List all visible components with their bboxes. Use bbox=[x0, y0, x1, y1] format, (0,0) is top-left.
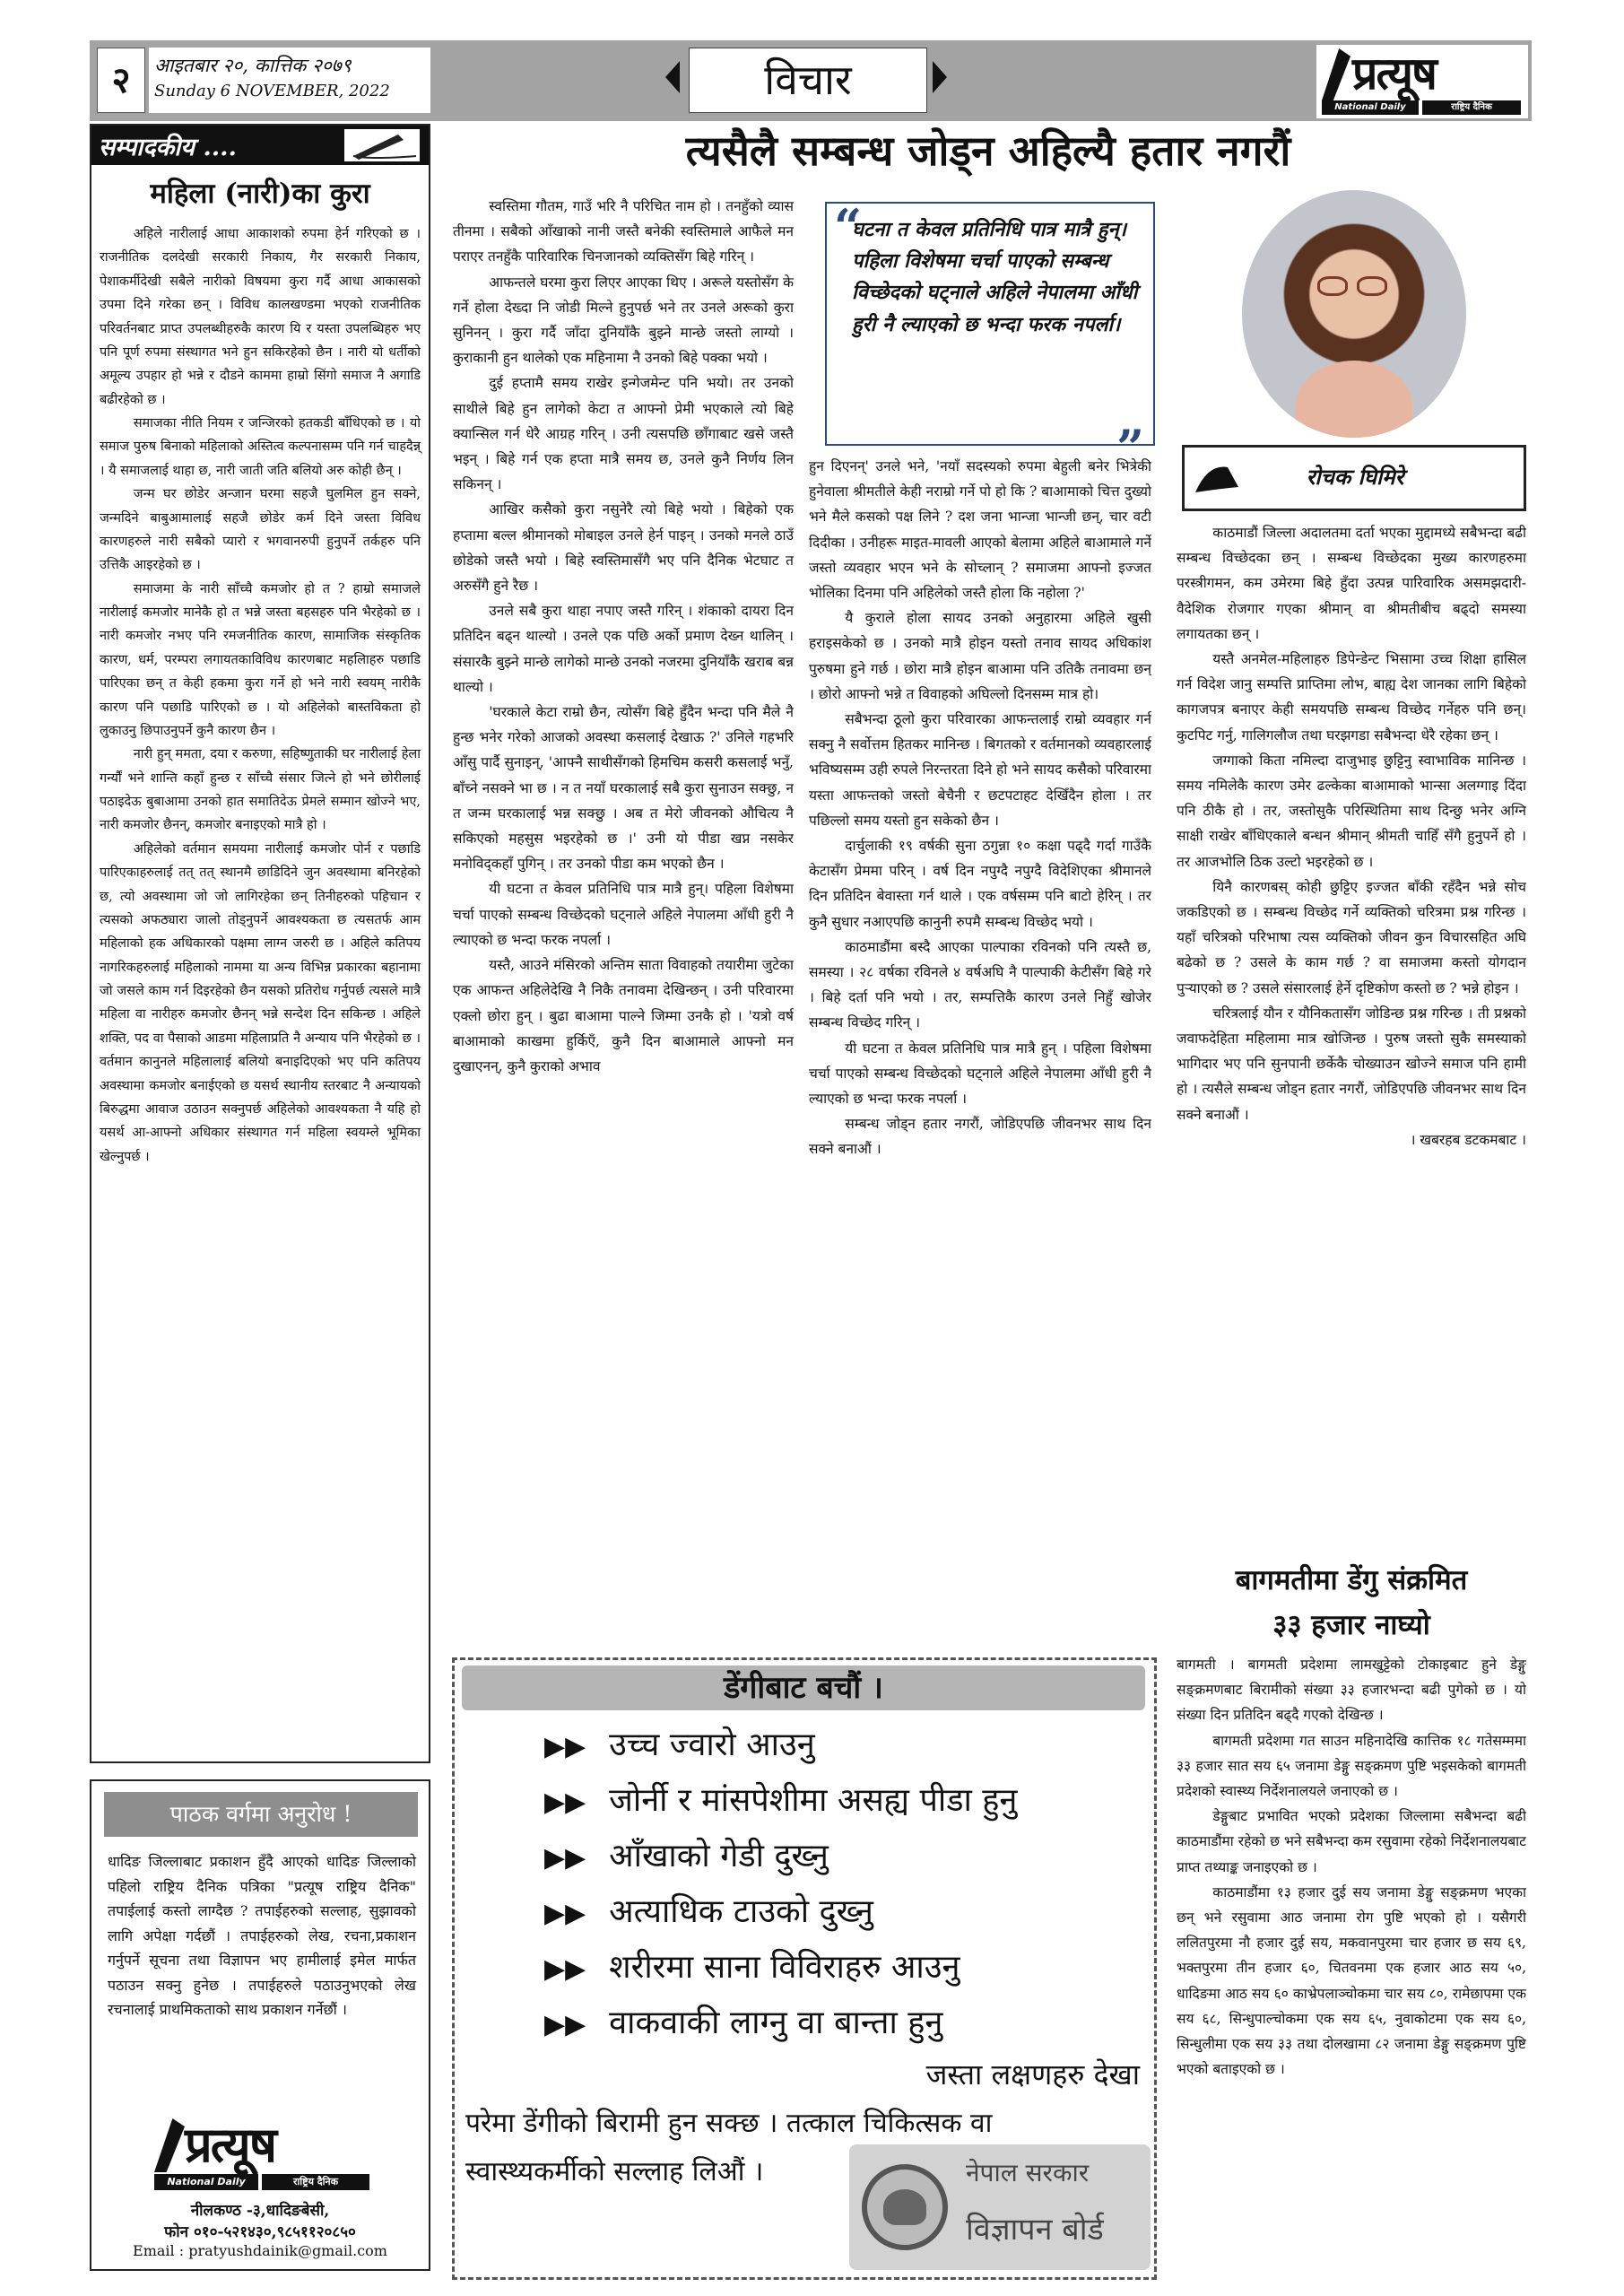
article-paragraph: काठमाडौं जिल्ला अदालतमा दर्ता भएका मुद्दामध्ये सबैभन्दा बढी सम्बन्ध विच्छेदका छन् । सम्बन्ध विच्छेदका मुख्य कारणहरुमा परस्त्रीगमन, कम उमेरमा बिहे हुँदा उत्पन्न पारिवारिक असमझदारी-वैदेशिक रोजगार गएका श्रीमान् वा श्रीमतीबीच बढ्दो समस्या लगायतका छन् । bbox=[1177, 525, 1526, 642]
article-paragraph: दार्चुलाकी १९ वर्षकी सुना ठगुन्ना १० कक्षा पढ्दै गर्दा गाउँकै केटासँग प्रेममा परिन् । वर्ष दिन नपुग्दै नपुग्दै विदेशिएका श्रीमानले दिन प्रतिदिन बेवास्ता गर्न थाले । एक वर्षसम्म पनि बाटो हेरिन् । तर कुनै सुधार नआएपछि कानुनी रुपमै सम्बन्ध विच्छेद भयो । bbox=[809, 838, 1151, 930]
notice-address: नीलकण्ठ -३,धादिङबेसी, bbox=[190, 2202, 330, 2220]
pull-quote-box bbox=[825, 198, 1155, 476]
editorial-paragraph: नारी हुन् ममता, दया र करुणा, सहिष्णुताकी घर नारीलाई हेला गर्न्यौं भने शान्ति कहाँ हुन्छ र साँच्चै संसार जित्ने हो भने छोरीलाई पठाइदेऊ बुबाआमा उनको हात समातिदेऊ प्रेमले सम्मान खोज्ने भए, नारी कमजोर छैनन्, कमजोर बनाइएको मात्रै हो । bbox=[100, 747, 421, 833]
notice-logo-text: प्रत्यूष bbox=[185, 2117, 275, 2173]
editorial-title: महिला (नारी)का कुरा bbox=[150, 178, 370, 210]
symptom-text: उच्च ज्वारो आउनु bbox=[609, 1726, 815, 1763]
dengue-ad-line2: परेमा डेंगीको बिरामी हुन सक्छ । तत्काल चिकित्सक वा bbox=[465, 2108, 993, 2139]
news-paragraph: काठमाडौंमा १३ हजार दुई सय जनामा डेङ्गु सङ्क्रमण भएका छन् भने रसुवामा आठ जनामा रोग पुष्टि भएको हो । यसैगरी ललितपुरमा नौ हजार दुई सय, मकवानपुरमा चार हजार छ सय ६९, भक्तपुरमा तीन हजार ६०, चितवनमा एक हजार आठ सय ५०, धादिङमा आठ सय ६० काभ्रेपलाञ्चोकमा चार सय ८०, रामेछापमा एक सय ६८, सिन्धुपाल्चोकमा एक सय ६५, नुवाकोटमा एक सय ६०, सिन्धुलीमा एक सय ३३ तथा दोलखामा ८२ जनामा डेङ्गु सङ्क्रमण पुष्टि भएको बताइएको छ । bbox=[1177, 1883, 1526, 2078]
news-title-line2: ३३ हजार नाघ्यो bbox=[1272, 1609, 1430, 1641]
article-paragraph: काठमाडौंमा बस्दै आएका पाल्पाका रविनको पनि त्यस्तै छ, समस्या । २८ वर्षका रविनले ४ वर्षअघि नै पाल्पाकी केटीसँग बिहे गरे । बिहे दर्ता पनि भयो । तर, सम्पत्तिकै कारण उनले निहुँ खोजेर सम्बन्ध विच्छेद गरिन् । bbox=[809, 938, 1151, 1031]
news-paragraph: डेङ्गुबाट प्रभावित भएको प्रदेशका जिल्लामा सबैभन्दा बढी काठमाडौंमा रहेको छ भने सबैभन्दा कम रसुवामा रहेको निर्देशनालयबाट प्राप्त तथ्याङ्क जनाइएको छ । bbox=[1177, 1808, 1526, 1875]
logo-tag-right: राष्ट्रिय दैनिक bbox=[1422, 100, 1521, 115]
article-paragraph: सबैभन्दा ठूलो कुरा परिवारका आफन्तलाई राम्रो व्यवहार गर्न सक्नु नै सर्वोत्तम हितकर मानिन्छ । बिगतको र वर्तमानको व्यवहारलाई भविष्यसम्म उही रुपले निरन्तरता दिने हो भने सायद कसैको परिवारमा यस्ता आफन्तको जस्तो बेचैनी र छटपटाहट देखिँदैन होला । तर पछिल्लो समय यस्तो हुन सकेको छैन । bbox=[809, 711, 1151, 829]
editorial-banner-text: सम्पादकीय .... bbox=[99, 134, 237, 161]
article-paragraph: जग्गाको किता नमिल्दा दाजुभाइ छुट्टिनु स्वाभाविक मानिन्छ । समय नमिलेकै कारण उमेर ढल्केका बाआमाको भान्सा अलग्गाइ दिंदा पनि ठीकै हो । तर, जस्तोसुकै परिस्थितिमा साथ दिन्छु भनेर अग्नि साक्षी राखेर बाँधिएकाले बन्धन श्रीमान् श्रीमती चाहिँ सँगै हुनुपर्ने हो । तर आजभोलि ठिक उल्टो भइरहेको छ । bbox=[1177, 752, 1526, 870]
symptom-list bbox=[544, 1721, 1136, 2055]
double-arrow-icon: ▶▶ bbox=[544, 1787, 586, 1818]
editorial-box bbox=[90, 124, 430, 1763]
double-arrow-icon: ▶▶ bbox=[544, 1731, 586, 1762]
editorial-paragraph: समाजमा के नारी साँच्चै कमजोर हो त ? हाम्रो समाजले नारीलाई कमजोर मानेकै हो त भन्ने जस्ता बहसहरु पनि भैरहेको छ । नारी कमजोर नभए पनि रमजनीतिक कारण, सामाजिक संस्कृतिक कारण, धर्म, परम्परा लगायतकाविविध कारणबाट महलिाहरु पछाडि पारिएका छन् त केही हकमा कुरा गर्ने हो भने नारी स्वयम् नारीकै कारण पनि पछाडि पारिएको छ । यो अहिलेको बास्तविकता हो लुकाउनु छिपाउनुपर्ने कुनै कारण छैन । bbox=[100, 581, 421, 738]
nepal-emblem-icon bbox=[862, 2164, 948, 2250]
article-paragraph: यस्तै अनमेल-महिलाहरु डिपेन्डेन्ट भिसामा उच्च शिक्षा हासिल गर्न विदेश जानु सम्पत्ति प्राप्तिमा लोभ, बाह्य देश जानका लागि बिहेको कागजपत्र बनाएर केही समयपछि सम्बन्ध विच्छेद गर्नेहरु पनि छन्। कुटपिट गर्नु, गालिगलौज तथा घरझगडा सबैभन्दा धेरै रहेका छन् । bbox=[1177, 651, 1526, 744]
notice-logo bbox=[151, 2115, 375, 2192]
logo-tag-left: National Daily bbox=[1322, 100, 1419, 115]
logo-icon bbox=[154, 2118, 185, 2172]
logo-text: प्रत्यूष bbox=[1352, 48, 1436, 100]
editorial-paragraph: जन्म घर छोडेर अन्जान घरमा सहजै घुलमिल हुन सक्ने, जन्मदिने बाबुआमालाई सहजै छोडेर कर्म दिने जस्ता विविध कारणहरुले नारी सबैको प्यारो र भगवानरुपी हुनुपर्ने तर्कहरु पनि उत्तिकै आइरहेको छ । bbox=[100, 487, 421, 573]
article-paragraph: यिनै कारणबस् कोही छुट्टिए इज्जत बाँकी रहँदैन भन्ने सोच जकडिएको छ । सम्बन्ध विच्छेद गर्ने व्यक्तिको चरित्रमा प्रश्न गरिन्छ । यहाँ चरित्रको परिभाषा त्यस व्यक्तिको जीवन कुन विचारसहित अघि बढेको छ ? उसले के काम गर्छ ? वा समाजमा कस्तो योगदान पुऱ्याएको छ ? उसले संसारलाई हेर्ने दृष्टिकोण कस्तो छ ? भन्ने होइन । bbox=[1177, 878, 1526, 996]
dengue-ad-title: डेंगीबाट बचौं । bbox=[462, 1665, 1145, 1710]
open-quote-icon: “ bbox=[834, 198, 863, 256]
article-paragraph: यी घटना त केवल प्रतिनिधि पात्र मात्रै हुन् । पहिला विशेषमा चर्चा पाएको सम्बन्ध विच्छेदको घट्नाले अहिले नेपालमा आँधी हुरी नै ल्याएको छ भन्दा फरक नपर्ला । bbox=[809, 1039, 1151, 1108]
double-arrow-icon: ▶▶ bbox=[544, 1842, 586, 1874]
news-paragraph: बागमती । बागमती प्रदेशमा लामखुट्टेको टोकाइबाट हुने डेङ्गु सङ्क्रमणबाट बिरामीको संख्या ३३ हजारभन्दा बढी पुगेको छ । यो संख्या दिन प्रतिदिन बढ्दै गएको देखिन्छ । bbox=[1177, 1657, 1526, 1724]
double-arrow-icon: ▶▶ bbox=[544, 2009, 586, 2040]
article-paragraph: यस्तै, आउने मंसिरको अन्तिम साता विवाहको तयारीमा जुटेका एक आफन्त अहिलेदेखि नै निकै तनावमा देखिन्छन् । उनी परिवारमा एक्लो छोरा हुन् । बुढा बाआमा पाल्ने जिम्मा उनकै हो । 'यत्रो वर्ष बाआमाको काखमा हुर्किएँ, कुनै दिन बाआमाले आफ्नो मन दुखाएनन्, कुनै कुराको अभाव bbox=[453, 957, 794, 1074]
double-arrow-icon: ▶▶ bbox=[544, 1953, 586, 1985]
symptom-item bbox=[544, 1944, 1136, 1999]
logo-tag-left: National Daily bbox=[154, 2174, 258, 2190]
advertisement-board-badge bbox=[849, 2144, 1151, 2270]
logo-icon bbox=[1322, 48, 1350, 100]
date-box bbox=[149, 48, 430, 113]
article-column-2 bbox=[809, 454, 1151, 1643]
editorial-paragraph: अहिलेको वर्तमान समयमा नारीलाई कमजोर पोर्न र पछाडि पारिएकाहरुलाई तत् तत् स्थानमै छाडिदिने जुन अवस्थामा बनिरहेको छ, त्यो अवस्थामा जो जो लागिरहेका छन् तिनीहरुको पहिचान र त्यसको अफठ्यारा जालो तोड्नुपर्ने आवश्यकता छ त्यसतर्फ आम महिलाको हक अधिकारको पक्षमा लाग्न जरुरी छ । अहिले कतिपय नागरिकहरुलाई महिलाको नाममा या अन्य विभिन्न प्रकारका बहानामा जो जसले काम गर्न दिइरहेको छैन यसको प्रतिरोध गर्नुपर्छ त्यसले मात्रै महिला वा नारीहरु कमजोर छैनन् भन्ने सन्देश दिन सकिन्छ । अहिले शक्ति, पद वा पैसाको आडमा महिलाप्रति नै अन्याय पनि भैरहेको छ । वर्तमान कानुनले महिलालाई बलियो बनाइदिएको भए पनि कतिपय अवस्थामा कमजोर बनाईएको छ यसर्थ स्थानीय स्तरबाट नै अन्यायको बिरुद्धमा आवाज उठाउन सक्नुपर्छ अहिलेको आवश्यकता नै यहि हो यसर्थ आ-आफ्नो अधिकार संस्थागत गर्न महिला स्वयम्ले भूमिका खेल्नुपर्छ । bbox=[100, 841, 421, 1164]
editorial-paragraph: समाजका नीति नियम र जन्जिरको हतकडी बाँधिएको छ । यो समाज पुरुष बिनाको महिलाको अस्तित्व कल्पनासम्म पनि गर्न चाहदैन्न् । यै समाजलाई थाहा छ, नारी जाती जति बलियो अरु कोही छैन् । bbox=[100, 416, 421, 478]
pull-quote-text: घटना त केवल प्रतिनिधि पात्र मात्रै हुन्। पहिला विशेषमा चर्चा पाएको सम्बन्ध विच्छेदको घट्नाले अहिले नेपालमा आँधी हुरी नै ल्याएको छ भन्दा फरक नपर्ला। bbox=[852, 219, 1138, 336]
symptom-item bbox=[544, 1777, 1136, 1832]
right-arrow-icon bbox=[933, 61, 947, 93]
article-paragraph: स्वस्तिमा गौतम, गाउँ भरि नै परिचित नाम हो । तनहुँको व्यास तीनमा । सबैको आँखाको नानी जस्तै बनेकी स्वस्तिमाले आफैले मन पराएर तनहुँकै पारिवारिक चिनजानको व्यक्तिसँग बिहे गरिन् । bbox=[453, 198, 794, 265]
symptom-text: जोर्नी र मांसपेशीमा असह्य पीडा हुनु bbox=[609, 1782, 1018, 1819]
notice-box bbox=[90, 1779, 430, 2271]
article-paragraph: यी घटना त केवल प्रतिनिधि पात्र मात्रै हुन्। पहिला विशेषमा चर्चा पाएको सम्बन्ध विच्छेदको घट्नाले अहिले नेपालमा आँधी हुरी नै ल्याएको छ भन्दा फरक नपर्ला । bbox=[453, 881, 794, 948]
article-paragraph: दुई हप्तामै समय राखेर इन्गेजमेन्ट पनि भयो। तर उनको साथीले बिहे हुन लागेको केटा त आफ्नो प्रेमी भएकाले त्यो बिहे क्यान्सिल गर्न धेरै आग्रह गरिन् । उनी त्यसपछि छाँगाबाट खसे जस्तै भइन् । बिहे गर्न एक हप्ता मात्रै समय छ, उनले कुनै निर्णय लिन सकिनन् । bbox=[453, 375, 794, 493]
date-english: Sunday 6 NOVEMBER, 2022 bbox=[154, 82, 390, 100]
article-paragraph: आफन्तले घरमा कुरा लिएर आएका थिए । अरूले यस्तोसँग के गर्ने होला देख्दा नि जोडी मिल्ने हुनुपर्छ भने तर उनले अरूको कुरा सुनिनन् । कुरा गर्दै जाँदा दुनियाँकै बुझ्ने मान्छे जस्तो लाग्यो । कुराकानी हुन थालेको एक महिनामा नै उनको बिहे पक्का भयो । bbox=[453, 274, 794, 367]
symptom-text: शरीरमा साना विविराहरु आउनु bbox=[609, 1949, 960, 1986]
notice-email: Email : pratyushdainik@gmail.com bbox=[133, 2242, 387, 2259]
symptom-text: अत्याधिक टाउको दुख्नु bbox=[609, 1893, 873, 1930]
article-paragraph: यै कुराले होला सायद उनको अनुहारमा अहिले खुसी हराइसकेको छ । उनको मात्रै होइन यस्तो तनाव सायद अधिकांश पुरुषमा हुने गर्छ । छोरा मात्रै होइन बाआमा पनि उतिकै तनावमा छन् । छोरो आफ्नो भन्ने त विवाहको अघिल्लो दिनसम्म मात्र हो। bbox=[809, 610, 1151, 702]
article-paragraph: चरित्रलाई यौन र यौनिकतासँग जोडिन्छ प्रश्न गरिन्छ । ती प्रश्नको जवाफदेहिता महिलामा मात्र खोजिन्छ । पुरुष जस्तो सुकै समस्याको भागिदार भए पनि सुनपानी छर्केकै चोख्याउन खोज्ने समाज पनि हामी हो । त्यसैले सम्बन्ध जोड्न हतार नगरौं, जोडिएपछि जीवनभर साथ दिन सक्ने बनाऔं । bbox=[1177, 1004, 1526, 1123]
date-nepali: आइतबार २०, कात्तिक २०७९ bbox=[154, 55, 352, 76]
double-arrow-icon: ▶▶ bbox=[544, 1898, 586, 1929]
author-photo bbox=[1242, 190, 1466, 438]
editorial-body bbox=[100, 222, 421, 1169]
author-byline bbox=[1182, 445, 1526, 511]
article-paragraph: उनले सबै कुरा थाहा नपाए जस्तै गरिन् । शंकाको दायरा दिन प्रतिदिन बढ्न थाल्यो । उनले एक पछि अर्को प्रमाण देख्न थालिन् । संसारकै बुझ्ने मान्छे लागेको मान्छे उनको नजरमा दुनियाँकै खराब बन्न थाल्यो । bbox=[453, 603, 794, 695]
close-quote-icon: ” bbox=[1116, 419, 1144, 476]
article-paragraph: हुन दिएनन्' उनले भने, 'नयाँ सदस्यको रुपमा बेहुली बनेर भित्रेकी हुनेवाला श्रीमतीले केही नराम्रो गर्ने पो हो कि ? बाआमाको चित्त दुख्यो भने मैले कसको पक्ष लिने ? दश जना भान्जा भान्जी छन्, चार वटी दिदीका । उनीहरू माइत-मावली आएको बेलामा अहिले बाआमाले गर्ने जस्तो व्यवहार भएन भने के सोच्लान् ? समाजमा आफ्नो इज्जत भोलिका दिनमा पनि अहिलेको जस्तै होला कि नहोला ?' bbox=[809, 458, 1151, 602]
author-glasses-icon bbox=[1317, 276, 1391, 296]
symptom-item bbox=[544, 1888, 1136, 1944]
editorial-paragraph: अहिले नारीलाई आधा आकाशको रुपमा हेर्न गरिएको छ । राजनीतिक दलदेखी सरकारी निकाय, गैर सरकारी निकाय, पेशाकर्मीदेखी सबैले नारीको विषयमा कुरा गर्दै आधा आकासको उपमा दिने गरेका छन् । विविध कालखण्डमा भएको राजनीतिक परिवर्तनबाट प्राप्त उपलब्धीहरुकै कारण यि र यस्ता उपलब्धिहरु भए पनि पूर्ण रुपमा संस्थागत भने हुन सकिरहेको छैन । नारी यो धर्तीको अमूल्य उपहार हो भन्ने र दौडने काममा हाम्रो सिंगो समाज नै अगाडि बढीरहेको छ । bbox=[100, 227, 421, 407]
notice-title: पाठक वर्गमा अनुरोध ! bbox=[104, 1792, 418, 1837]
logo-tag-right: राष्ट्रिय दैनिक bbox=[262, 2174, 369, 2190]
article-source: । खबरहब डटकमबाट । bbox=[1410, 1131, 1526, 1148]
symptom-item bbox=[544, 1999, 1136, 2055]
pen-icon bbox=[344, 129, 420, 161]
dengue-ad-line1: जस्ता लक्षणहरु देखा bbox=[925, 2057, 1140, 2092]
article-paragraph: आखिर कसैको कुरा नसुनेरै त्यो बिहे भयो । बिहेको एक हप्तामा बल्ल श्रीमानको मोबाइल उनले हेर्न पाइन् । उनको मनले ठाउँ छोडेको जस्तै भयो । बिहे स्वस्तिमासँगै भए पनि दैनिक भेटघाट त अरुसँगै हुने रैछ । bbox=[453, 501, 794, 595]
symptom-text: वाकवाकी लाग्नु वा बान्ता हुनु bbox=[609, 2005, 943, 2041]
dengue-ad bbox=[452, 1657, 1157, 2280]
page-number: २ bbox=[97, 48, 145, 113]
dengue-ad-line3: स्वास्थ्यकर्मीको सल्लाह लिऔं । bbox=[465, 2156, 764, 2187]
article-headline: त्यसैलै सम्बन्ध जोड्न अहिल्यै हतार नगरौं bbox=[685, 126, 1291, 175]
masthead-logo bbox=[1316, 45, 1528, 118]
symptom-item bbox=[544, 1832, 1136, 1888]
section-title: विचार bbox=[689, 48, 927, 113]
govt-label: नेपाल सरकार bbox=[966, 2158, 1090, 2187]
article-column-3 bbox=[1177, 520, 1526, 1552]
article-paragraph: सम्बन्ध जोड्न हतार नगरौं, जोडिएपछि जीवनभर साथ दिन सक्ने बनाऔं । bbox=[809, 1116, 1151, 1158]
article-paragraph: 'घरकाले केटा राम्रो छैन, त्योसँग बिहे हुँदैन भन्दा पनि मैले नै हुन्छ भनेर गरेको आजको अवस्था कसलाई देखाऊ ?' उनिले गहभरि आँसु पार्दै सुनाइन्, 'आफ्नै साथीसँगको हिमचिम कसरी कसलाई भनुँ, बाँच्ने नसक्ने भा छ । न त नयाँ घरकालाई सबै कुरा सुनाउन सक्छु, न त जन्म घरकालाई भन्न सक्छु । अब त मेरो जीवनको औचित्य नै सकिएको महसुस भइरहेको छ ।' उनी यो पीडा खप्न नसकेर मनोविद्कहाँ पुगिन् । तर उनको पीडा कम भएको छैन । bbox=[453, 704, 794, 873]
left-arrow-icon bbox=[665, 61, 680, 93]
symptom-text: आँखाको गेडी दुख्नु bbox=[609, 1838, 829, 1874]
news-title-line1: बागमतीमा डेंगु संक्रमित bbox=[1235, 1564, 1468, 1596]
board-label: विज्ञापन बोर्ड bbox=[966, 2212, 1104, 2248]
news-body bbox=[1177, 1652, 1526, 2280]
author-name: रोचक घिमिरे bbox=[1306, 464, 1404, 490]
article-column-1 bbox=[453, 194, 794, 1648]
notice-phone: फोन ०१०-५२१४३०,९८५११२०८५० bbox=[164, 2223, 356, 2241]
editorial-banner bbox=[91, 126, 429, 165]
symptom-item bbox=[544, 1721, 1136, 1777]
news-paragraph: बागमती प्रदेशमा गत साउन महिनादेखि कात्तिक १८ गतेसम्ममा ३३ हजार सात सय ६५ जनामा डेङ्गु सङ्क्रमण पुष्टि भइसकेको बागमती प्रदेशको स्वास्थ्य निर्देशनालयले जनाएको छ । bbox=[1177, 1732, 1526, 1800]
notice-body: धादिङ जिल्लाबाट प्रकाशन हुँदै आएको धादिङ जिल्लाको पहिलो राष्ट्रिय दैनिक पत्रिका "प्रत्यूष राष्ट्रिय दैनिक" तपाईलाई कस्तो लाग्दैछ ? तपाईहरुको सल्लाह, सुझावको लागि अपेक्षा गर्दछौं । तपाईहरुको लेख, रचना,प्रकाशन गर्नुपर्ने सूचना तथा विज्ञापन भए हामीलाई इमेल मार्फत पठाउन सक्नु हुनेछ । तपाईहरुले पठाउनुभएको लेख रचनालाई प्राथमिकताको साथ प्रकाशन गर्नेछौं । bbox=[108, 1853, 416, 2019]
